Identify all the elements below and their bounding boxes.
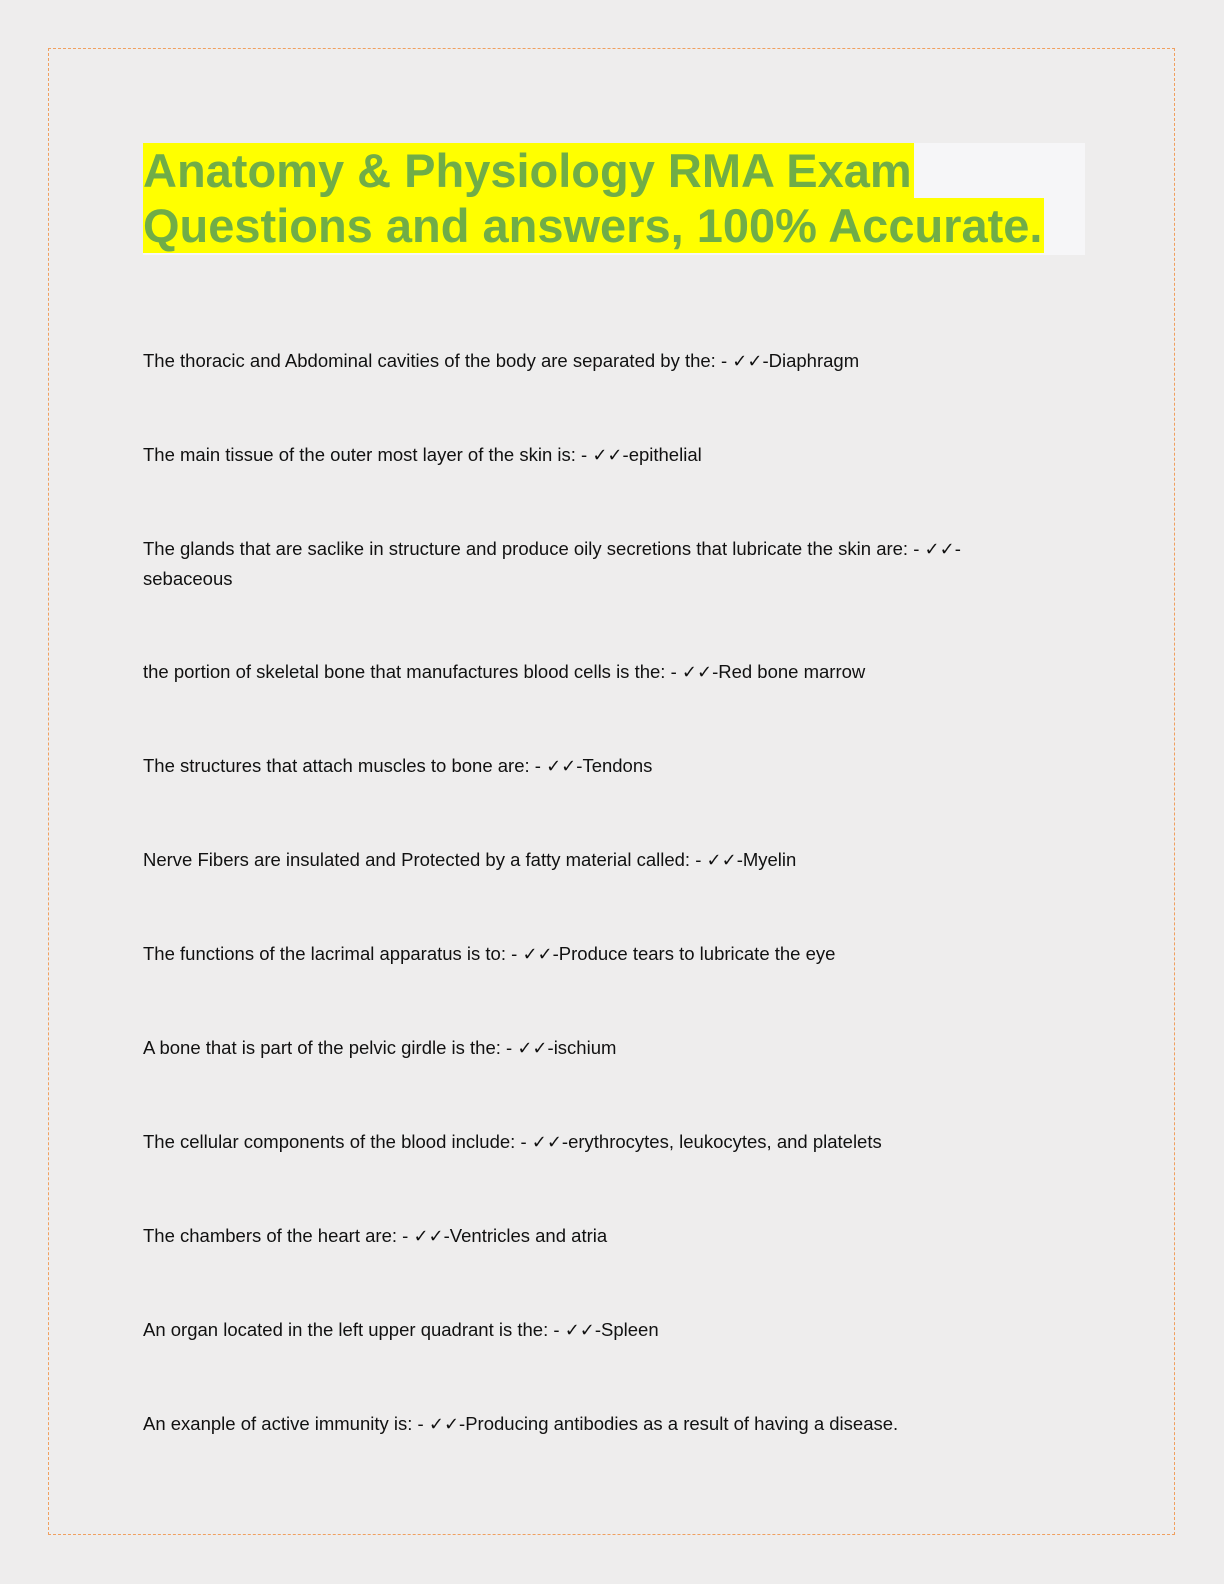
question-text: The cellular components of the blood include:: [143, 1131, 516, 1152]
document-title: [143, 143, 1085, 255]
answer-text: Myelin: [742, 849, 797, 870]
check-mark-icon: ✓✓: [592, 445, 623, 466]
check-mark-icon: ✓✓: [522, 944, 553, 965]
answer-text: Ventricles and atria: [449, 1225, 608, 1246]
question-text: The thoracic and Abdominal cavities of the body are separated by the:: [143, 350, 716, 371]
qa-item: [143, 1033, 1063, 1063]
separator: -: [520, 1131, 527, 1152]
question-text: Nerve Fibers are insulated and Protected by a fatty material called:: [143, 849, 691, 870]
check-mark-icon: ✓✓: [531, 1132, 562, 1153]
qa-item: [143, 1315, 1063, 1345]
answer-text: epithelial: [628, 444, 702, 465]
check-mark-icon: ✓✓: [517, 1038, 548, 1059]
separator: -: [594, 1319, 602, 1340]
separator: -: [534, 755, 541, 776]
answer-text: Producing antibodies as a result of having a disease.: [465, 1413, 899, 1434]
question-text: An exanple of active immunity is:: [143, 1413, 413, 1434]
answer-text: Spleen: [601, 1319, 659, 1340]
answer-text: erythrocytes, leukocytes, and platelets: [568, 1131, 882, 1152]
check-mark-icon: ✓✓: [706, 850, 737, 871]
separator: -: [762, 350, 769, 371]
separator: -: [511, 943, 518, 964]
answer-text: Produce tears to lubricate the eye: [558, 943, 836, 964]
question-text: The glands that are saclike in structure and produce oily secretions that lubricate the skin are:: [143, 538, 909, 559]
answer-text: Red bone marrow: [718, 661, 866, 682]
separator: -: [576, 755, 583, 776]
qa-item: [143, 440, 1063, 470]
separator: -: [695, 849, 702, 870]
question-text: The main tissue of the outer most layer of the skin is:: [143, 444, 576, 465]
separator: -: [712, 661, 719, 682]
qa-item: [143, 534, 1063, 593]
question-text: A bone that is part of the pelvic girdle is the:: [143, 1037, 501, 1058]
check-mark-icon: ✓✓: [564, 1320, 595, 1341]
qa-item: [143, 1221, 1063, 1251]
qa-item: [143, 657, 1063, 687]
question-text: the portion of skeletal bone that manufactures blood cells is the:: [143, 661, 666, 682]
answer-text: sebaceous: [143, 568, 233, 589]
separator: -: [954, 538, 961, 559]
qa-item: [143, 1409, 1063, 1439]
check-mark-icon: ✓✓: [413, 1226, 444, 1247]
separator: -: [913, 538, 920, 559]
separator: -: [561, 1131, 569, 1152]
qa-item: [143, 845, 1063, 875]
question-text: The functions of the lacrimal apparatus is to:: [143, 943, 506, 964]
separator: -: [547, 1037, 554, 1058]
question-text: The chambers of the heart are:: [143, 1225, 397, 1246]
question-text: An organ located in the left upper quadrant is the:: [143, 1319, 549, 1340]
separator: -: [553, 1319, 560, 1340]
separator: -: [402, 1225, 409, 1246]
answer-text: Tendons: [582, 755, 653, 776]
qa-item: [143, 751, 1063, 781]
answer-text: Diaphragm: [768, 350, 860, 371]
separator: -: [443, 1225, 450, 1246]
separator: -: [552, 943, 559, 964]
qa-item: [143, 1127, 1063, 1157]
question-text: The structures that attach muscles to bone are:: [143, 755, 530, 776]
separator: -: [417, 1413, 424, 1434]
check-mark-icon: ✓✓: [428, 1414, 460, 1435]
qa-list: [143, 346, 1063, 1503]
separator: -: [720, 350, 728, 371]
separator: -: [670, 661, 677, 682]
qa-item: [143, 346, 1063, 376]
separator: -: [736, 849, 743, 870]
answer-text: ischium: [553, 1037, 617, 1058]
qa-item: [143, 939, 1063, 969]
check-mark-icon: ✓✓: [681, 662, 713, 683]
title-line-2: Questions and answers, 100% Accurate.: [143, 199, 1043, 252]
title-line-1: Anatomy & Physiology RMA Exam: [143, 144, 912, 197]
separator: -: [581, 444, 588, 465]
separator: -: [459, 1413, 466, 1434]
check-mark-icon: ✓✓: [546, 756, 577, 777]
separator: -: [622, 444, 629, 465]
check-mark-icon: ✓✓: [732, 351, 763, 372]
separator: -: [506, 1037, 513, 1058]
check-mark-icon: ✓✓: [924, 539, 955, 560]
